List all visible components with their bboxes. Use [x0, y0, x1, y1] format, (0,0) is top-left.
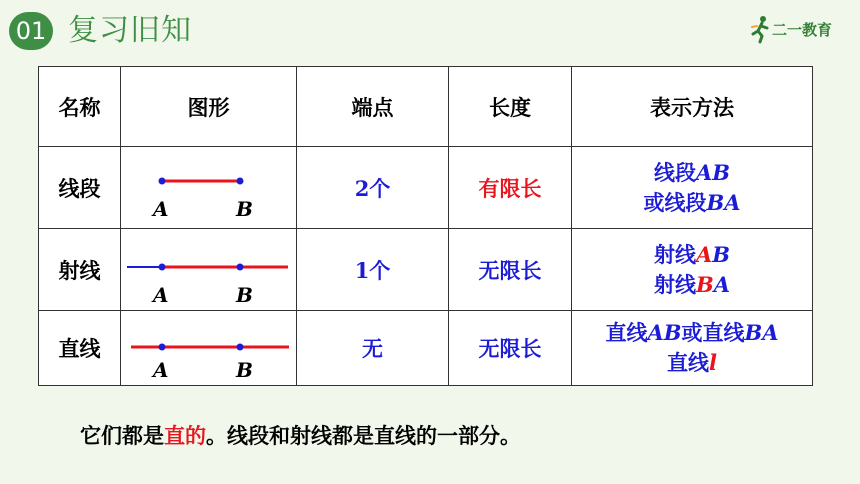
summary-prefix: 它们都是 — [80, 423, 164, 448]
row-endpoints: 2个 — [297, 147, 449, 229]
row-endpoints: 无 — [297, 311, 449, 386]
header-name: 名称 — [39, 67, 121, 147]
section-title: 复习旧知 — [68, 13, 192, 48]
row-endpoints: 1个 — [297, 229, 449, 311]
line-diagram — [121, 311, 297, 386]
row-notation — [572, 147, 813, 229]
table-row-ray — [39, 229, 813, 311]
row-name: 直线 — [39, 311, 121, 386]
logo-text: 二一教育 — [772, 21, 833, 39]
summary-text — [80, 420, 521, 450]
table-row-line — [39, 311, 813, 386]
row-name: 射线 — [39, 229, 121, 311]
runner-icon — [750, 14, 772, 44]
point-label-b: B — [236, 197, 253, 221]
header-figure: 图形 — [121, 67, 297, 147]
notation-line-2: 射线BA — [653, 271, 731, 297]
row-notation — [572, 229, 813, 311]
header — [0, 0, 860, 60]
header-notation: 表示方法 — [572, 67, 813, 147]
row-name: 线段 — [39, 147, 121, 229]
point-label-a: A — [153, 197, 169, 221]
point-label-b: B — [236, 358, 253, 382]
section-number-badge: 01 — [9, 12, 53, 50]
segment-figure — [121, 147, 297, 229]
notation-line-1: 直线AB或直线BA — [605, 320, 779, 345]
notation-line-1: 线段AB — [653, 159, 731, 185]
table-row-segment — [39, 147, 813, 229]
line-figure — [121, 311, 297, 386]
point-label-a: A — [153, 358, 169, 382]
ray-figure — [121, 229, 297, 311]
table-header-row — [39, 67, 813, 147]
row-length: 有限长 — [449, 147, 572, 229]
header-endpoints: 端点 — [297, 67, 449, 147]
row-length: 无限长 — [449, 311, 572, 386]
row-length: 无限长 — [449, 229, 572, 311]
logo — [750, 14, 850, 44]
notation-line-1: 射线AB — [653, 241, 731, 267]
notation-line-2: 直线l — [667, 350, 717, 375]
header-length: 长度 — [449, 67, 572, 147]
row-notation — [572, 311, 813, 386]
segment-diagram — [121, 147, 297, 229]
summary-highlight: 直的 — [164, 423, 206, 448]
ray-diagram — [121, 229, 297, 311]
point-label-a: A — [153, 283, 169, 307]
summary-suffix: 。线段和射线都是直线的一部分。 — [206, 423, 521, 448]
point-label-b: B — [236, 283, 253, 307]
notation-line-2: 或线段BA — [643, 189, 741, 215]
comparison-table — [38, 66, 812, 385]
